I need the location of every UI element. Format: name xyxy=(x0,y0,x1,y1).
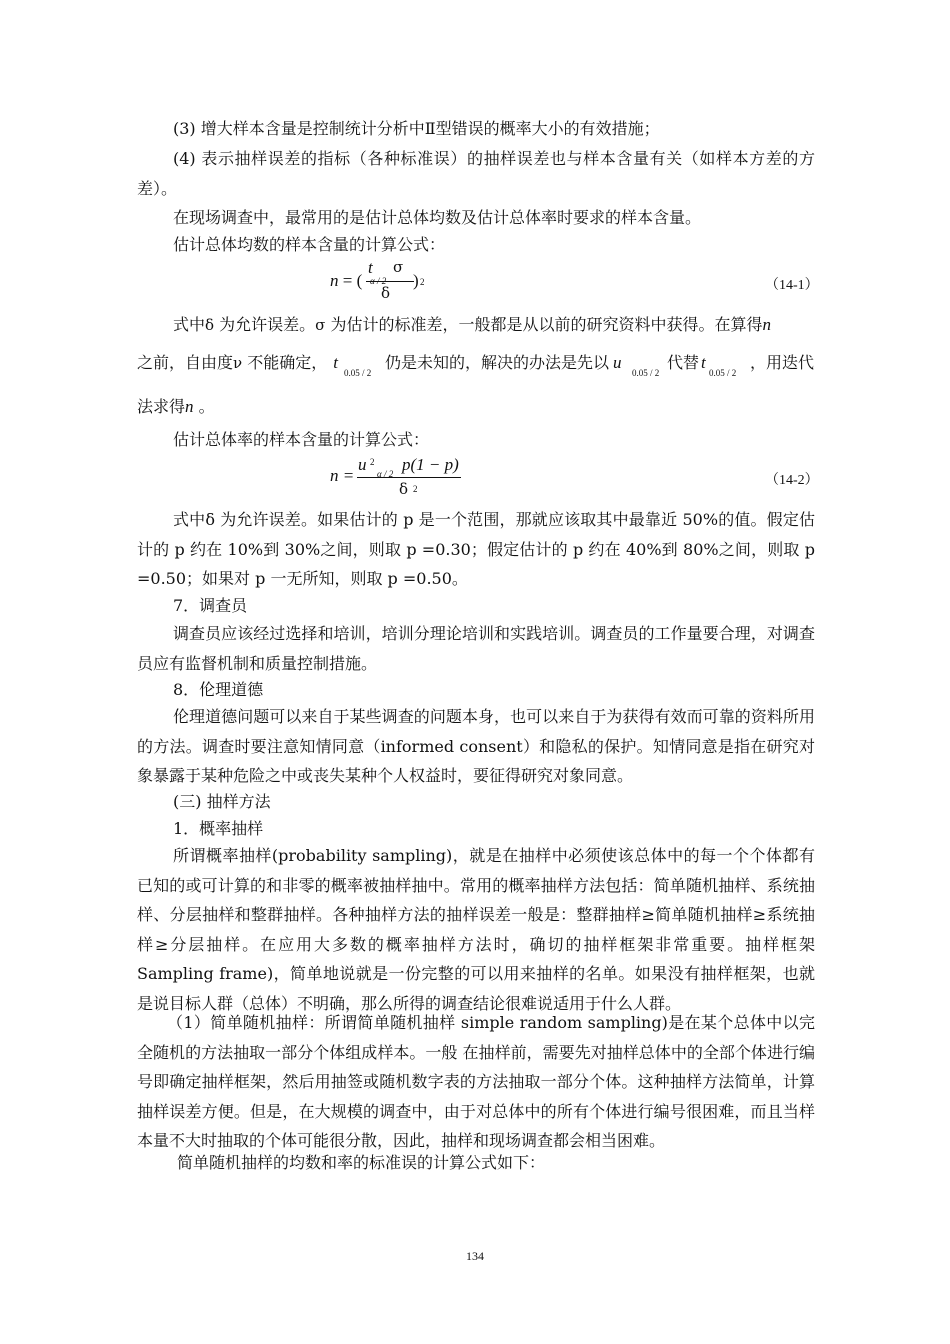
eq1-note-n: n xyxy=(762,315,772,334)
eq2-number: （14-2） xyxy=(765,473,819,488)
eq1-note-text-d: 之前，自由度 xyxy=(137,353,234,372)
eq1-exponent: 2 xyxy=(420,277,425,287)
eq1-close: ) xyxy=(413,271,419,290)
eq1-note-t2: t xyxy=(701,353,706,372)
paragraph-probability-sampling: 所谓概率抽样(probability sampling)，就是在抽样中必须使该总体中的每一个个体都有已知的或可计算的和非零的概率被抽样抽中。常用的概率抽样方法包括：简单随机抽样、系统抽样、分层抽样和整群抽样。各种抽样方法的抽样误差一般是：整群抽样≥简单随机抽样≥系统抽样≥分层抽样。在应用大多数的概率抽样方法时，确切的抽样框架非常重要。抽样框架 Sampling frame)，简单地说就是一份完整的可以用来抽样的名单。如果没有抽样框架，也就是说目标人群（总体）不明确，那么所得的调查结论很难说适用于什么人群。 xyxy=(137,846,815,1013)
eq1-note-text-f: 仍是未知的，解决的办法是先以 xyxy=(385,353,610,372)
eq2-delta-sup: 2 xyxy=(413,484,418,494)
paragraph-simple-random-sampling: （1）简单随机抽样：所谓简单随机抽样 simple random sampling)是在某个总体中以完全随机的方法抽取一部分个体组成样本。一般 在抽样前，需要先对抽样总体中的全部个体进行编号即确定抽样框架，然后用抽签或随机数字表的方法抽取一部分个体。这种抽样方法简单，计算抽样误差方便。但是，在大规模的调查中，由于对总体中的所有个体进行编号很困难，而且当样本量不大时抽取的个体可能很分散，因此，抽样和现场调查都会相当困难。 xyxy=(137,1013,815,1151)
eq1-note-n2: n xyxy=(185,397,194,416)
paragraph-item-3: (3) 增大样本含量是控制统计分析中Ⅱ型错误的概率大小的有效措施； xyxy=(173,119,660,138)
rate-formula-title: 估计总体率的样本含量的计算公式： xyxy=(173,430,430,449)
eq1-equals: = ( xyxy=(342,271,363,290)
eq1-note-text-i: 法求得 xyxy=(137,397,186,416)
heading-sampling-methods: (三) 抽样方法 xyxy=(173,792,271,811)
heading-investigator: 7．调查员 xyxy=(173,596,248,615)
eq1-t-sub: α / 2 xyxy=(370,276,387,286)
eq2-delta: δ xyxy=(399,480,409,498)
paragraph-standard-error-intro: 简单随机抽样的均数和率的标准误的计算公式如下： xyxy=(177,1153,546,1172)
eq1-note-text-a: 式中 xyxy=(173,315,206,334)
eq1-note-text-e: 不能确定， xyxy=(247,353,328,372)
eq1-note-text-h: ，用迭代 xyxy=(750,353,815,372)
mean-formula-title: 估计总体均数的样本含量的计算公式： xyxy=(173,235,446,254)
eq1-lhs: n xyxy=(330,271,339,290)
eq2-u: u xyxy=(358,455,367,474)
eq1-t: t xyxy=(368,258,373,277)
eq1-note-text-j: 。 xyxy=(198,397,215,416)
heading-probability-sampling: 1．概率抽样 xyxy=(173,819,264,838)
eq2-u-sup: 2 xyxy=(370,457,375,467)
page-number: 134 xyxy=(466,1249,484,1263)
eq1-note-u-sub: 0.05 / 2 xyxy=(632,368,660,378)
eq1-note-text-g: 代替 xyxy=(667,353,700,372)
paragraph-ethics: 伦理道德问题可以来自于某些调查的问题本身，也可以来自于为获得有效而可靠的资料所用的方法。调查时要注意知情同意（informed consent）和隐私的保护。知情同意是指在研究对象暴露于某种危险之中或丧失某种个人权益时，要征得研究对象同意。 xyxy=(137,707,815,786)
eq1-sigma: σ xyxy=(393,258,404,276)
eq2-p-expr: p(1 − p) xyxy=(402,455,459,474)
eq2-explanation: 式中δ 为允许误差。如果估计的 p 是一个范围，那就应该取其中最靠近 50%的值。假定估计的 p 约在 10%到 30%之间，则取 p =0.30；假定估计的 p 约在 40%到 80%之间，则取 p =0.50；如果对 p 一无所知，则取 p =0.50。 xyxy=(137,510,815,589)
eq1-note-t1-sub: 0.05 / 2 xyxy=(344,368,372,378)
eq1-note-u: u xyxy=(613,353,622,372)
paragraph-investigator: 调查员应该经过选择和培训，培训分理论培训和实践培训。调查员的工作量要合理，对调查员应有监督机制和质量控制措施。 xyxy=(137,624,815,673)
eq2-fraction-bar xyxy=(357,477,461,478)
eq1-note-t2-sub: 0.05 / 2 xyxy=(709,368,737,378)
eq1-note-nu: ν xyxy=(233,354,243,372)
eq1-number: （14-1） xyxy=(765,278,819,293)
paragraph-field-survey: 在现场调查中，最常用的是估计总体均数及估计总体率时要求的样本含量。 xyxy=(173,208,702,227)
heading-ethics: 8．伦理道德 xyxy=(173,680,264,699)
eq1-delta: δ xyxy=(381,284,391,302)
eq1-fraction-bar xyxy=(366,281,414,282)
eq1-note-sigma: σ xyxy=(315,316,326,334)
eq1-note-text-b: 为允许误差。 xyxy=(219,315,316,334)
eq1-note-delta: δ xyxy=(205,316,215,334)
eq1-note-t1: t xyxy=(333,353,338,372)
eq2-lhs: n = xyxy=(330,466,355,485)
eq1-note-text-c: 为估计的标准差，一般都是从以前的研究资料中获得。在算得 xyxy=(330,315,763,334)
eq2-u-sub: α / 2 xyxy=(377,469,394,479)
paragraph-item-4: (4) 表示抽样误差的指标（各种标准误）的抽样误差也与样本含量有关（如样本方差的方差）。 xyxy=(137,149,815,198)
